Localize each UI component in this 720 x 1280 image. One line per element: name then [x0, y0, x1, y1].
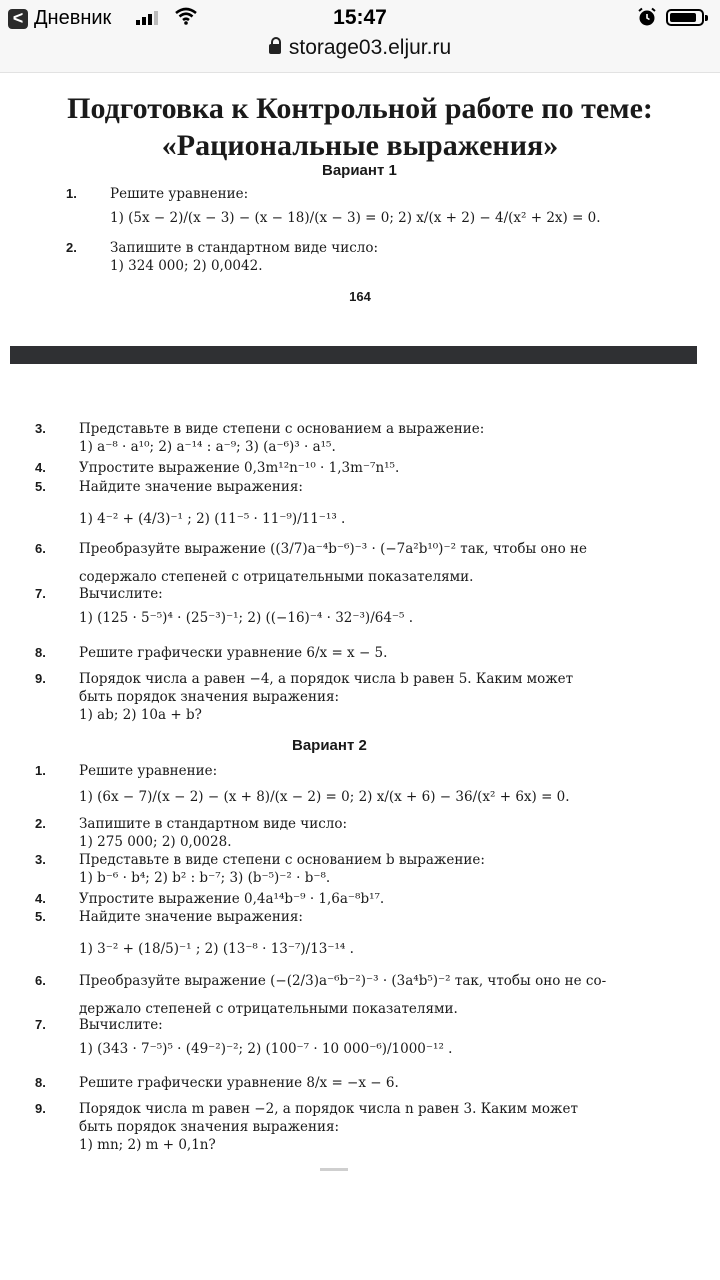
v1-problem-2: [66, 239, 379, 275]
problem-number: 5.: [35, 909, 46, 924]
address-bar[interactable]: [0, 36, 720, 60]
v2-problem-2: [35, 815, 348, 851]
problem-line: Упростите выражение 0,3m¹²n⁻¹⁰ · 1,3m⁻⁷n¹⁵.: [79, 460, 400, 476]
variant-2-heading: Вариант 2: [292, 737, 367, 754]
problem-line: Вычислите:: [79, 586, 163, 602]
problem-line: Порядок числа m равен −2, а порядок числа n равен 3. Каким может: [79, 1101, 578, 1117]
problem-line: содержало степеней с отрицательными показателями.: [79, 569, 474, 585]
problem-number: 3.: [35, 421, 46, 436]
problem-number: 1.: [35, 763, 46, 778]
v1-problem-4: [35, 459, 400, 477]
problem-line: 1) mn; 2) m + 0,1n?: [79, 1137, 216, 1153]
variant-1-heading: Вариант 1: [322, 162, 397, 179]
problem-number: 3.: [35, 852, 46, 867]
problem-number: 2.: [35, 816, 46, 831]
problem-line: 1) (6x − 7)/(x − 2) − (x + 8)/(x − 2) = 0; 2) x/(x + 6) − 36/(x² + 6x) = 0.: [79, 789, 570, 805]
v1-problem-8: [35, 644, 388, 662]
problem-number: 4.: [35, 891, 46, 906]
v2-problem-3: [35, 851, 485, 887]
problem-line: 1) (125 · 5⁻⁵)⁴ · (25⁻³)⁻¹; 2) ((−16)⁻⁴ · 32⁻³)/64⁻⁵ .: [79, 610, 414, 626]
status-bar: [0, 0, 720, 73]
problem-line: Упростите выражение 0,4a¹⁴b⁻⁹ · 1,6a⁻⁸b¹⁷.: [79, 891, 385, 907]
v2-problem-5: [35, 908, 354, 958]
problem-line: Представьте в виде степени с основанием b выражение:: [79, 852, 485, 868]
problem-line: 1) b⁻⁶ · b⁴; 2) b² : b⁻⁷; 3) (b⁻⁵)⁻² · b⁻⁸.: [79, 870, 331, 886]
problem-line: 1) 275 000; 2) 0,0028.: [79, 834, 232, 850]
problem-line: Запишите в стандартном виде число:: [110, 240, 379, 256]
back-chevron-icon: <: [8, 9, 28, 29]
problem-line: быть порядок значения выражения:: [79, 689, 340, 705]
v1-problem-1: [66, 185, 601, 227]
page-divider-bar: [10, 346, 697, 364]
url-text: storage03.eljur.ru: [288, 36, 452, 59]
v2-problem-6: [35, 972, 607, 1018]
problem-line: Решите уравнение:: [79, 763, 218, 779]
v1-problem-9: [35, 670, 574, 724]
problem-number: 8.: [35, 1075, 46, 1090]
problem-number: 4.: [35, 460, 46, 475]
v2-problem-1: [35, 762, 570, 806]
problem-line: Найдите значение выражения:: [79, 479, 303, 495]
problem-line: Представьте в виде степени с основанием a выражение:: [79, 421, 485, 437]
problem-number: 8.: [35, 645, 46, 660]
title-line-2: «Рациональные выражения»: [161, 129, 559, 162]
problem-number: 2.: [66, 240, 77, 255]
problem-number: 7.: [35, 586, 46, 601]
battery-icon: [666, 9, 704, 26]
v2-problem-4: [35, 890, 385, 908]
problem-line: 1) (343 · 7⁻⁵)⁵ · (49⁻²)⁻²; 2) (100⁻⁷ · 10 000⁻⁶)/1000⁻¹² .: [79, 1041, 453, 1057]
document-title: [0, 90, 720, 164]
scan-artifact: [320, 1168, 348, 1171]
v1-problem-6: [35, 540, 588, 586]
problem-number: 6.: [35, 973, 46, 988]
problem-line: 1) a⁻⁸ · a¹⁰; 2) a⁻¹⁴ : a⁻⁹; 3) (a⁻⁶)³ · a¹⁵.: [79, 439, 336, 455]
problem-line: 1) (5x − 2)/(x − 3) − (x − 18)/(x − 3) = 0; 2) x/(x + 2) − 4/(x² + 2x) = 0.: [110, 210, 601, 226]
problem-line: Решите уравнение:: [110, 186, 249, 202]
problem-line: держало степеней с отрицательными показателями.: [79, 1001, 458, 1017]
problem-line: 1) 3⁻² + (18/5)⁻¹ ; 2) (13⁻⁸ · 13⁻⁷)/13⁻¹⁴ .: [79, 941, 354, 957]
problem-line: Преобразуйте выражение (−(2/3)a⁻⁶b⁻²)⁻³ · (3a⁴b⁵)⁻² так, чтобы оно не со-: [79, 973, 607, 989]
v2-problem-7: [35, 1016, 453, 1058]
problem-line: быть порядок значения выражения:: [79, 1119, 340, 1135]
v2-problem-8: [35, 1074, 399, 1092]
problem-line: 1) ab; 2) 10a + b?: [79, 707, 202, 723]
problem-line: Вычислите:: [79, 1017, 163, 1033]
v1-problem-3: [35, 420, 485, 456]
v1-problem-5: [35, 478, 346, 528]
problem-number: 5.: [35, 479, 46, 494]
problem-line: Запишите в стандартном виде число:: [79, 816, 348, 832]
page-number: 164: [349, 289, 371, 304]
problem-line: Найдите значение выражения:: [79, 909, 303, 925]
alarm-clock-icon: [636, 6, 658, 28]
problem-number: 9.: [35, 1101, 46, 1116]
problem-number: 9.: [35, 671, 46, 686]
back-app-label: Дневник: [34, 7, 112, 29]
problem-number: 1.: [66, 186, 77, 201]
problem-line: Порядок числа a равен −4, а порядок числа b равен 5. Каким может: [79, 671, 574, 687]
problem-line: Преобразуйте выражение ((3/7)a⁻⁴b⁻⁶)⁻³ · (−7a²b¹⁰)⁻² так, чтобы оно не: [79, 541, 588, 557]
title-line-1: Подготовка к Контрольной работе по теме:: [67, 92, 653, 125]
problem-line: Решите графически уравнение 8/x = −x − 6.: [79, 1075, 399, 1091]
problem-line: 1) 4⁻² + (4/3)⁻¹ ; 2) (11⁻⁵ · 11⁻⁹)/11⁻¹³ .: [79, 511, 346, 527]
status-time: 15:47: [333, 6, 387, 29]
v1-problem-7: [35, 585, 414, 627]
lock-icon: [269, 44, 281, 54]
v2-problem-9: [35, 1100, 578, 1154]
problem-line: Решите графически уравнение 6/x = x − 5.: [79, 645, 388, 661]
problem-number: 7.: [35, 1017, 46, 1032]
problem-line: 1) 324 000; 2) 0,0042.: [110, 258, 263, 274]
problem-number: 6.: [35, 541, 46, 556]
